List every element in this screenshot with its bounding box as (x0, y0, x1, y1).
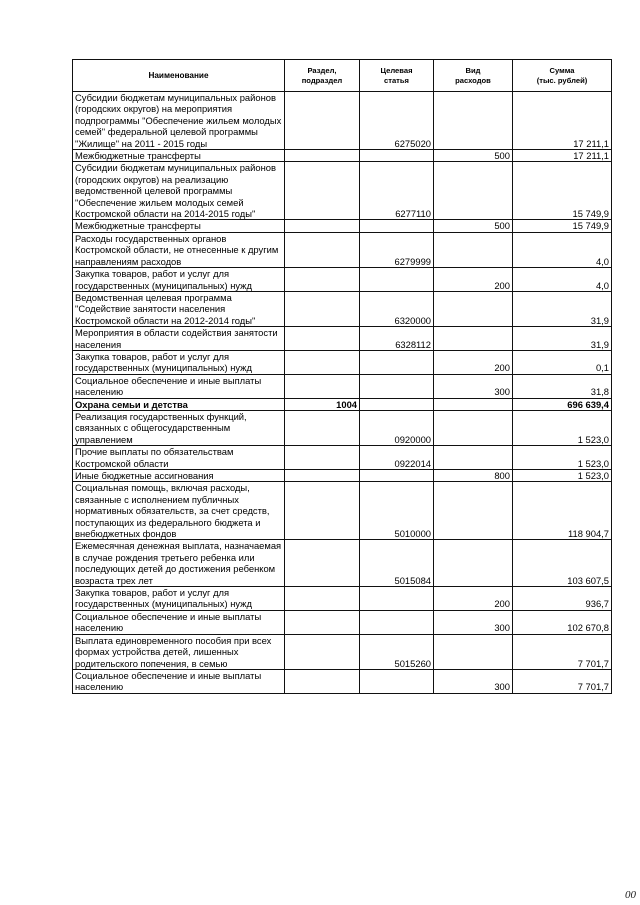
row-name: Субсидии бюджетам муниципальных районов (городских округов) на мероприятия подпрограммы "Обеспечение жильем молодых семей" федеральной целевой программы "Жилище" на 2011 - 2015 годы (73, 92, 285, 150)
row-name: Социальное обеспечение и иные выплаты населению (73, 610, 285, 634)
row-name: Закупка товаров, работ и услуг для государственных (муниципальных) нужд (73, 587, 285, 611)
row-section (285, 162, 360, 220)
row-amount: 31,9 (513, 291, 612, 326)
row-section (285, 446, 360, 470)
row-expense-type: 300 (434, 610, 513, 634)
row-target-article: 6328112 (360, 327, 434, 351)
row-section (285, 150, 360, 162)
row-name: Реализация государственных функций, связанных с общегосударственным управлением (73, 410, 285, 445)
table-row (73, 610, 612, 634)
row-section (285, 482, 360, 540)
row-name: Социальное обеспечение и иные выплаты населению (73, 669, 285, 693)
table-row (73, 150, 612, 162)
row-section (285, 669, 360, 693)
row-name: Охрана семьи и детства (73, 398, 285, 410)
table-row (73, 470, 612, 482)
row-expense-type: 300 (434, 374, 513, 398)
row-amount: 1 523,0 (513, 410, 612, 445)
row-name: Прочие выплаты по обязательствам Костромской области (73, 446, 285, 470)
budget-table (72, 59, 612, 694)
row-target-article (360, 587, 434, 611)
row-amount: 0,1 (513, 350, 612, 374)
row-section (285, 220, 360, 232)
row-amount: 102 670,8 (513, 610, 612, 634)
row-name: Закупка товаров, работ и услуг для государственных (муниципальных) нужд (73, 350, 285, 374)
row-expense-type: 200 (434, 268, 513, 292)
row-name: Ведомственная целевая программа "Содействие занятости населения Костромской области на 2012-2014 годы" (73, 291, 285, 326)
row-amount: 696 639,4 (513, 398, 612, 410)
row-name: Социальное обеспечение и иные выплаты населению (73, 374, 285, 398)
row-target-article (360, 220, 434, 232)
row-name: Ежемесячная денежная выплата, назначаемая в случае рождения третьего ребенка или последующих детей до достижения ребенком возраста трех лет (73, 540, 285, 587)
row-amount: 15 749,9 (513, 162, 612, 220)
row-section (285, 268, 360, 292)
row-expense-type (434, 92, 513, 150)
row-target-article: 6277110 (360, 162, 434, 220)
row-amount: 31,9 (513, 327, 612, 351)
row-section: 1004 (285, 398, 360, 410)
row-expense-type (434, 482, 513, 540)
row-target-article: 0920000 (360, 410, 434, 445)
row-expense-type: 800 (434, 470, 513, 482)
table-row (73, 540, 612, 587)
row-target-article: 6279999 (360, 232, 434, 267)
row-amount: 936,7 (513, 587, 612, 611)
row-amount: 17 211,1 (513, 92, 612, 150)
table-row (73, 410, 612, 445)
row-target-article (360, 374, 434, 398)
row-expense-type: 500 (434, 220, 513, 232)
row-target-article: 0922014 (360, 446, 434, 470)
row-expense-type (434, 162, 513, 220)
row-target-article: 6275020 (360, 92, 434, 150)
row-target-article: 5010000 (360, 482, 434, 540)
row-section (285, 327, 360, 351)
row-name: Межбюджетные трансферты (73, 220, 285, 232)
row-name: Социальная помощь, включая расходы, связанные с исполнением публичных нормативных обязательств, за счет средств, поступающих из федерального бюджета и внебюджетных фондов (73, 482, 285, 540)
row-expense-type: 300 (434, 669, 513, 693)
row-target-article: 5015084 (360, 540, 434, 587)
row-section (285, 232, 360, 267)
row-section (285, 410, 360, 445)
table-row (73, 291, 612, 326)
row-amount: 1 523,0 (513, 470, 612, 482)
row-target-article (360, 398, 434, 410)
table-row (73, 350, 612, 374)
table-row (73, 268, 612, 292)
table-row (73, 587, 612, 611)
row-amount: 4,0 (513, 268, 612, 292)
row-expense-type (434, 232, 513, 267)
page-number-mark: 00 (625, 889, 636, 901)
table-row (73, 398, 612, 410)
row-target-article (360, 150, 434, 162)
row-expense-type (434, 291, 513, 326)
row-name: Выплата единовременного пособия при всех формах устройства детей, лишенных родительского попечения, в семью (73, 634, 285, 669)
row-section (285, 374, 360, 398)
table-row (73, 232, 612, 267)
row-amount: 17 211,1 (513, 150, 612, 162)
row-target-article (360, 610, 434, 634)
row-name: Мероприятия в области содействия занятости населения (73, 327, 285, 351)
row-section (285, 634, 360, 669)
row-name: Межбюджетные трансферты (73, 150, 285, 162)
row-expense-type (434, 540, 513, 587)
table-row (73, 634, 612, 669)
row-expense-type (434, 327, 513, 351)
row-amount: 7 701,7 (513, 669, 612, 693)
row-section (285, 350, 360, 374)
table-row (73, 374, 612, 398)
row-amount: 31,8 (513, 374, 612, 398)
row-target-article (360, 268, 434, 292)
table-row (73, 162, 612, 220)
row-target-article (360, 470, 434, 482)
table-row (73, 220, 612, 232)
row-section (285, 291, 360, 326)
table-header-row (73, 60, 612, 92)
table-row (73, 669, 612, 693)
row-name: Закупка товаров, работ и услуг для государственных (муниципальных) нужд (73, 268, 285, 292)
row-target-article (360, 669, 434, 693)
row-amount: 118 904,7 (513, 482, 612, 540)
row-expense-type (434, 410, 513, 445)
row-expense-type: 200 (434, 587, 513, 611)
row-expense-type (434, 398, 513, 410)
row-amount: 4,0 (513, 232, 612, 267)
header-amount: Сумма (тыс. рублей) (513, 60, 612, 92)
row-name: Иные бюджетные ассигнования (73, 470, 285, 482)
row-section (285, 470, 360, 482)
row-target-article: 6320000 (360, 291, 434, 326)
row-expense-type: 200 (434, 350, 513, 374)
row-name: Субсидии бюджетам муниципальных районов (городских округов) на реализацию ведомственной целевой программы "Обеспечение жильем молодых семей Костромской области на 2014-2015 годы" (73, 162, 285, 220)
row-target-article (360, 350, 434, 374)
row-section (285, 92, 360, 150)
header-section: Раздел, подраздел (285, 60, 360, 92)
header-name: Наименование (73, 60, 285, 92)
row-section (285, 540, 360, 587)
row-section (285, 610, 360, 634)
row-section (285, 587, 360, 611)
row-amount: 7 701,7 (513, 634, 612, 669)
row-target-article: 5015260 (360, 634, 434, 669)
row-amount: 1 523,0 (513, 446, 612, 470)
table-row (73, 482, 612, 540)
row-amount: 103 607,5 (513, 540, 612, 587)
table-row (73, 446, 612, 470)
table-row (73, 92, 612, 150)
row-expense-type (434, 446, 513, 470)
header-target: Целевая статья (360, 60, 434, 92)
row-expense-type: 500 (434, 150, 513, 162)
header-expense: Вид расходов (434, 60, 513, 92)
row-expense-type (434, 634, 513, 669)
table-row (73, 327, 612, 351)
row-name: Расходы государственных органов Костромской области, не отнесенные к другим направлениям расходов (73, 232, 285, 267)
row-amount: 15 749,9 (513, 220, 612, 232)
